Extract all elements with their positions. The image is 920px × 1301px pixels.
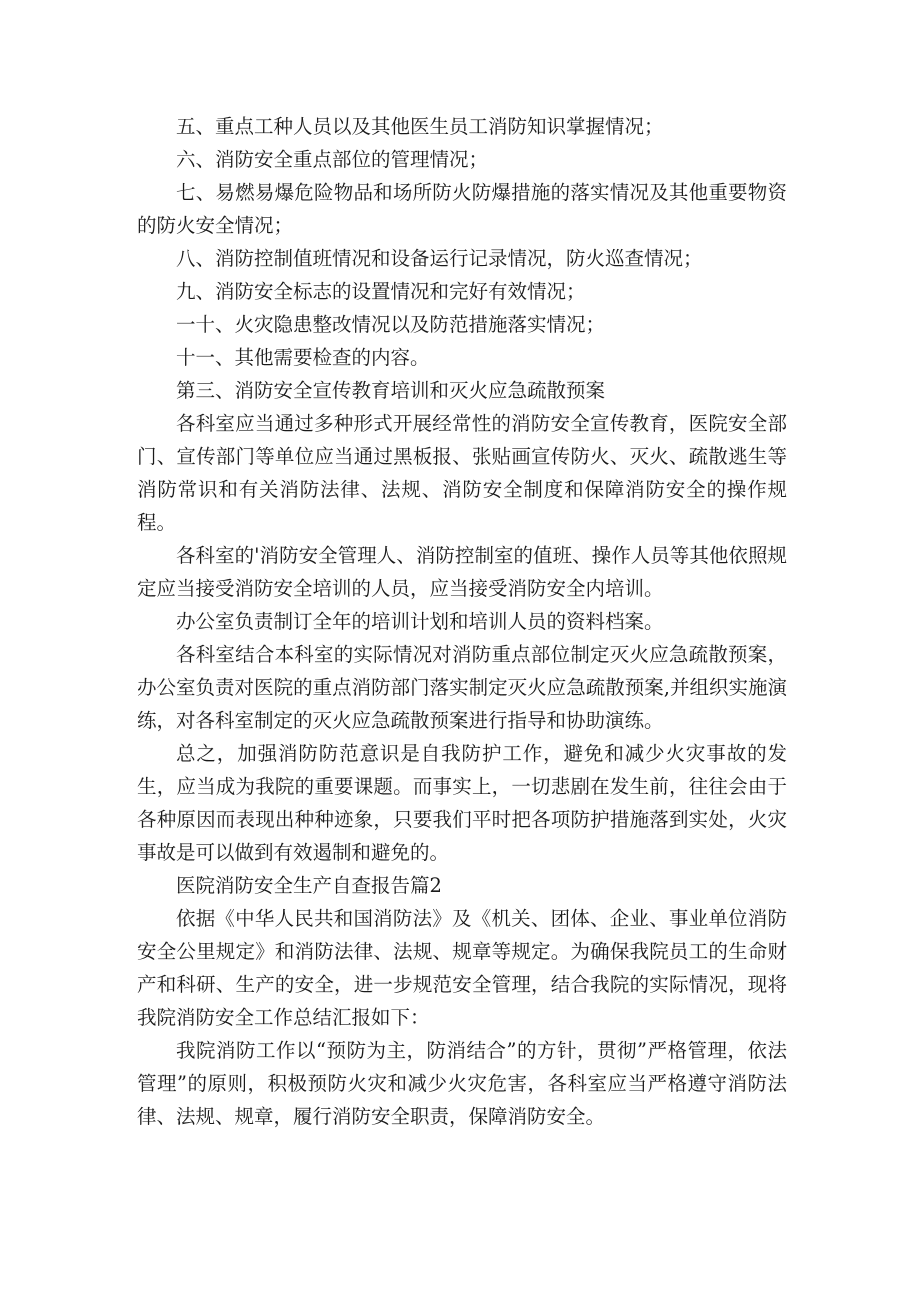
paragraph-office: 办公室负责制订全年的培训计划和培训人员的资料档案。 <box>176 610 664 633</box>
list-item-9: 九、消防安全标志的设置情况和完好有效情况； <box>176 280 586 303</box>
paragraph-basis: 依据《中华人民共和国消防法》及《机关、团体、企业、事业单位消防安全公里规定》和消防法律、法规、规章等规定。为确保我院员工的生命财产和科研、生产的安全，进一步规范安全管理，结合我院的实际情况，现将我院消防安全工作总结汇报如下： <box>137 907 787 1029</box>
paragraph-training: 各科室的'消防安全管理人、消防控制室的值班、操作人员等其他依照规定应当接受消防安全培训的人员，应当接受消防安全内培训。 <box>137 544 787 600</box>
paragraph-policy: 我院消防工作以“预防为主，防消结合”的方针，贯彻”严格管理，依法管理”的原则，积极预防火灾和减少火灾危害，各科室应当严格遵守消防法律、法规、规章，履行消防安全职责，保障消防安全。 <box>137 1039 787 1128</box>
report-heading-2: 医院消防安全生产自查报告篇2 <box>176 874 442 897</box>
list-item-11: 十一、其他需要检查的内容。 <box>176 346 430 369</box>
list-item-7: 七、易燃易爆危险物品和场所防火防爆措施的落实情况及其他重要物资的防火安全情况； <box>137 181 787 237</box>
paragraph-summary: 总之，加强消防防范意识是自我防护工作，避免和减少火灾事故的发生，应当成为我院的重要课题。而事实上，一切悲剧在发生前，往往会由于各种原因而表现出种种迹象，只要我们平时把各项防护措施落到实处，火灾事故是可以做到有效遏制和避免的。 <box>137 742 787 864</box>
paragraph-plan: 各科室结合本科室的实际情况对消防重点部位制定灭火应急疏散预案，办公室负责对医院的重点消防部门落实制定灭火应急疏散预案,并组织实施演练，对各科室制定的灭火应急疏散预案进行指导和协助演练。 <box>137 643 787 732</box>
list-item-8: 八、消防控制值班情况和设备运行记录情况，防火巡查情况； <box>176 247 703 270</box>
list-item-5: 五、重点工种人员以及其他医生员工消防知识掌握情况； <box>176 115 664 138</box>
list-item-6: 六、消防安全重点部位的管理情况； <box>176 148 489 171</box>
section-heading-3: 第三、消防安全宣传教育培训和灭火应急疏散预案 <box>176 379 606 402</box>
document-page <box>137 110 787 1133</box>
paragraph-education: 各科室应当通过多种形式开展经常性的消防安全宣传教育，医院安全部门、宣传部门等单位应当通过黑板报、张贴画宣传防火、灭火、疏散逃生等消防常识和有关消防法律、法规、消防安全制度和保障消防安全的操作规程。 <box>137 412 787 534</box>
list-item-10: 一十、火灾隐患整改情况以及防范措施落实情况； <box>176 313 606 336</box>
